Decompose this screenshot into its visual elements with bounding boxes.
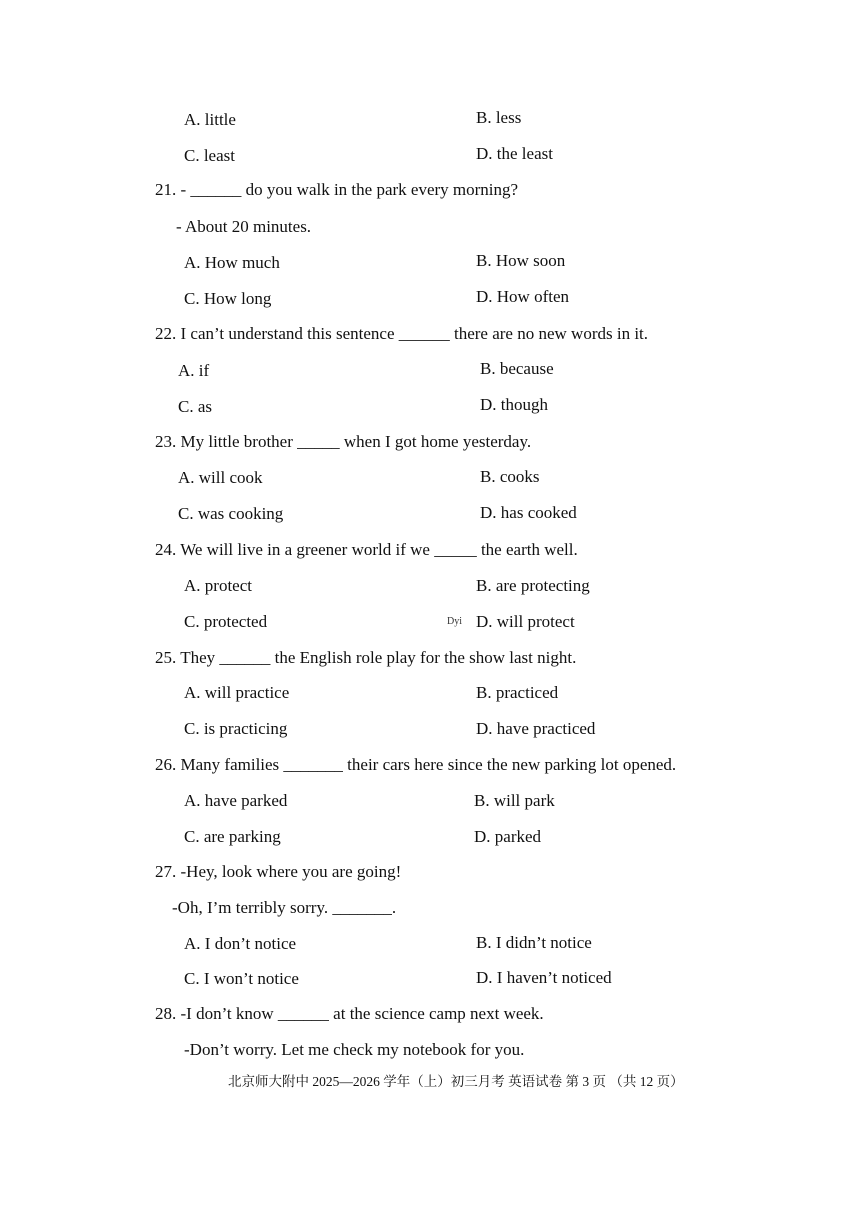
text-line: A. I don’t notice <box>184 934 297 953</box>
text-line: C. How long <box>184 289 272 308</box>
stray-mark: Dyi <box>447 616 462 627</box>
text-line: D. though <box>480 395 548 414</box>
text-line: A. little <box>184 110 236 129</box>
question-stem: 23. My little brother _____ when I got home yesterday. <box>155 432 532 451</box>
text-line: B. less <box>476 108 522 127</box>
text-line: C. was cooking <box>178 504 284 523</box>
question-stem: 22. I can’t understand this sentence ______ there are no new words in it. <box>155 324 649 343</box>
text-line: C. I won’t notice <box>184 969 299 988</box>
text-line: D. How often <box>476 287 570 306</box>
text-line: B. because <box>480 359 554 378</box>
text-line: B. How soon <box>476 251 566 270</box>
text-line: B. practiced <box>476 683 559 702</box>
text-line: A. if <box>178 361 210 380</box>
question-stem: 21. - ______ do you walk in the park every morning? <box>155 180 519 199</box>
text-line: B. will park <box>474 791 555 810</box>
text-line: D. will protect <box>476 612 575 631</box>
text-line: B. I didn’t notice <box>476 933 592 952</box>
text-line: D. have practiced <box>476 719 596 738</box>
text-line: C. are parking <box>184 827 281 846</box>
text-line: A. How much <box>184 253 280 272</box>
text-line: -Oh, I’m terribly sorry. _______. <box>172 898 397 917</box>
text-line: D. has cooked <box>480 503 577 522</box>
text-line: A. will cook <box>178 468 263 487</box>
text-line: C. least <box>184 146 235 165</box>
text-line: A. will practice <box>184 683 290 702</box>
text-line: D. the least <box>476 144 553 163</box>
question-stem: 25. They ______ the English role play for the show last night. <box>155 648 577 667</box>
text-line: -Don’t worry. Let me check my notebook for you. <box>184 1040 525 1059</box>
question-stem: 24. We will live in a greener world if we _____ the earth well. <box>155 540 578 559</box>
text-line: C. is practicing <box>184 719 288 738</box>
question-stem: 26. Many families _______ their cars here since the new parking lot opened. <box>155 755 677 774</box>
question-stem: 28. -I don’t know ______ at the science camp next week. <box>155 1004 544 1023</box>
text-line: D. I haven’t noticed <box>476 968 612 987</box>
text-line: A. protect <box>184 576 252 595</box>
page-footer: 北京师大附中 2025—2026 学年（上）初三月考 英语试卷 第 3 页 （共 12 页） <box>228 1074 684 1089</box>
text-line: B. are protecting <box>476 576 590 595</box>
text-line: A. have parked <box>184 791 288 810</box>
text-line: D. parked <box>474 827 542 846</box>
text-line: B. cooks <box>480 467 540 486</box>
text-line: - About 20 minutes. <box>176 217 312 236</box>
question-stem: 27. -Hey, look where you are going! <box>155 862 402 881</box>
text-line: C. as <box>178 397 212 416</box>
text-line: C. protected <box>184 612 268 631</box>
